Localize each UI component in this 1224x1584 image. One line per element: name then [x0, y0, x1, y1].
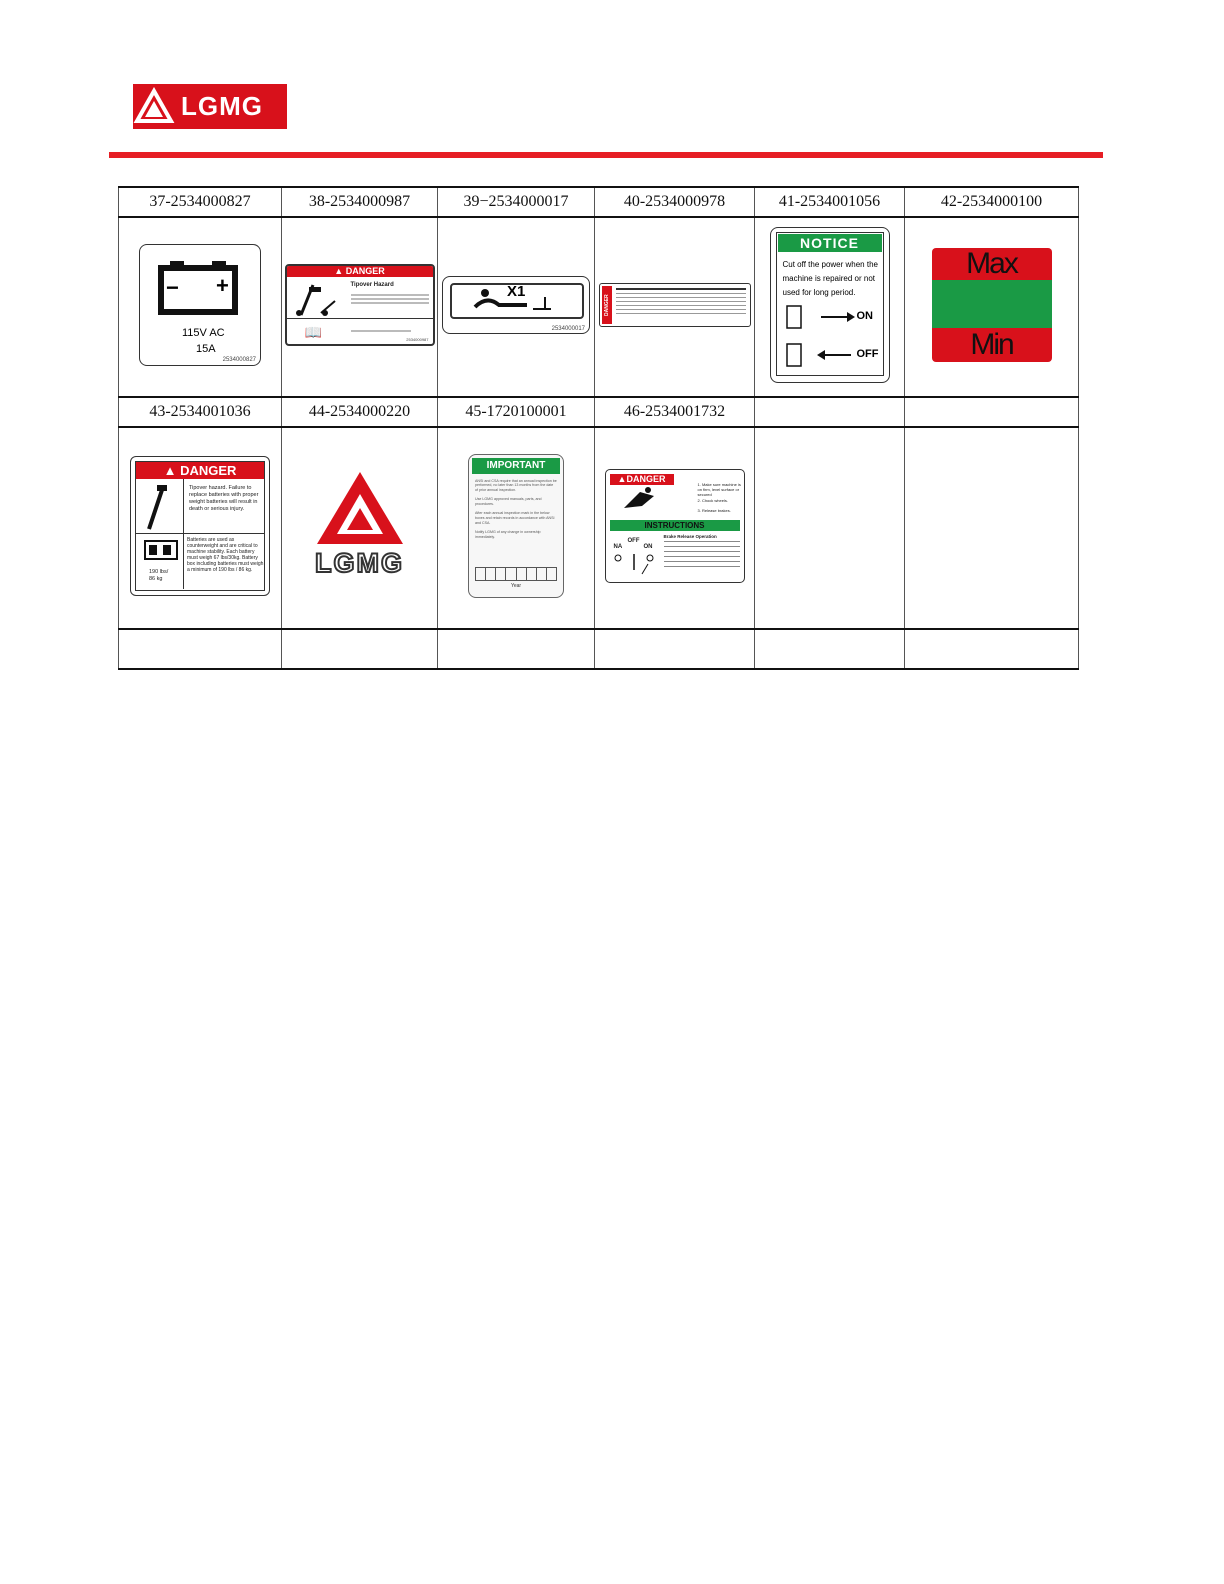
- notice-on: ON: [856, 309, 873, 322]
- danger-side-band: [602, 286, 612, 324]
- crush-hazard-icon: [620, 486, 660, 512]
- decal-label-48: [905, 397, 1079, 427]
- lgmg-triangle-emblem-icon: [305, 468, 415, 548]
- battery-danger-text2: Batteries are used as counterweight and are critical to machine stability. Each battery must weigh 67 lbs/30kg. Battery box including batteries must weigh a minimum of 190 lbs / 86 kg.: [187, 536, 264, 573]
- image-row-1: [119, 217, 1079, 397]
- battery-minus: −: [166, 274, 179, 300]
- danger-band: ▲ DANGER: [287, 266, 433, 277]
- key-switch-icon: [612, 552, 656, 576]
- important-band: IMPORTANT: [472, 458, 560, 474]
- decal-label-38: 38-2534000987: [282, 187, 438, 217]
- lgmg-wordmark: LGMG: [315, 548, 404, 578]
- decal-label-40: 40-2534000978: [595, 187, 755, 217]
- tipover-code: 2534000987: [406, 336, 429, 342]
- blank-cell: [905, 629, 1079, 669]
- max-band: Max: [932, 248, 1052, 280]
- notice-band: NOTICE: [778, 234, 882, 252]
- x1-code: 2534000017: [551, 325, 585, 332]
- brake-danger-band: ▲DANGER: [610, 474, 674, 485]
- lgmg-logo: [133, 84, 287, 129]
- notice-text: Cut off the power when the machine is repaired or not used for long period.: [782, 259, 878, 297]
- decal-table: [118, 186, 1079, 670]
- decal-label-39: 39−2534000017: [438, 187, 595, 217]
- battery-danger-divider: [136, 533, 264, 534]
- battery-voltage: 115V AC: [182, 326, 225, 339]
- decal-label-43: 43-2534001036: [119, 397, 282, 427]
- brake-step3: 3. Release brakes.: [697, 507, 731, 513]
- label-row-1: [119, 187, 1079, 217]
- tipover-danger-decal: [285, 264, 435, 346]
- brake-step2: 2. Chock wheels.: [697, 497, 728, 503]
- lift-tipover-icon: [143, 483, 169, 531]
- decal-label-47: [755, 397, 905, 427]
- battery-code: 2534000827: [222, 356, 256, 363]
- blank-cell: [119, 629, 282, 669]
- battery-danger-decal: [130, 456, 270, 596]
- tipover-title: Tipover Hazard: [350, 281, 394, 288]
- battery-decal: [139, 244, 261, 366]
- brake-release-title: Brake Release Operation: [663, 533, 717, 539]
- danger-side-text: DANGER: [603, 293, 610, 316]
- decal-cell-42: [905, 217, 1079, 397]
- decal-label-44: 44-2534000220: [282, 397, 438, 427]
- decal-cell-39: [438, 217, 595, 397]
- instructions-band: INSTRUCTIONS: [610, 520, 740, 531]
- brake-text-lines: [664, 541, 740, 567]
- notice-decal: [770, 227, 890, 383]
- decal38-divider: [287, 318, 433, 319]
- decal-cell-46: [595, 427, 755, 629]
- level-decal: [932, 248, 1052, 362]
- decal-label-42: 42-2534000100: [905, 187, 1079, 217]
- switch-na: NA: [613, 543, 623, 550]
- important-p2: Use LGMG approved manuals, parts, and procedures.: [475, 497, 542, 506]
- x1-text: X1: [507, 282, 526, 300]
- logo-text: LGMG: [181, 91, 263, 121]
- brake-danger-header: DANGER: [626, 473, 666, 484]
- blank-cell: [282, 629, 438, 669]
- blank-row: [119, 629, 1079, 669]
- battery-danger-band: ▲ DANGER: [136, 462, 264, 479]
- image-row-2: [119, 427, 1079, 629]
- switch-off: OFF: [627, 537, 640, 544]
- decal-cell-48: [905, 427, 1079, 629]
- important-body: [475, 479, 557, 540]
- label-row-2: [119, 397, 1079, 427]
- decal-cell-40: [595, 217, 755, 397]
- notice-off: OFF: [856, 347, 879, 360]
- battery-danger-header: DANGER: [180, 462, 237, 478]
- tipover-icon: [291, 281, 341, 317]
- lgmg-logo-decal: [305, 468, 415, 588]
- decal-cell-37: [119, 217, 282, 397]
- decal-cell-43: [119, 427, 282, 629]
- battery-box-icon: [143, 537, 179, 561]
- decal-cell-41: [755, 217, 905, 397]
- decal-label-46: 46-2534001732: [595, 397, 755, 427]
- decal-label-45: 45-1720100001: [438, 397, 595, 427]
- important-p3: After each annual inspection mark in the below boxes and retain records in accordance with ANSI and CSA.: [475, 511, 555, 525]
- important-p4: Notify LGMG of any change in ownership immediately.: [475, 530, 541, 539]
- battery-danger-weight: 190 lbs/ 86 kg: [149, 568, 169, 582]
- danger-header: DANGER: [345, 265, 385, 276]
- important-p1: ANSI and CSA require that an annual inspection be performed, no later than 13 months from the date of prior annual inspection.: [475, 478, 557, 492]
- lgmg-triangle-icon: [133, 87, 175, 127]
- decal38-bottom-line: [351, 330, 411, 332]
- decal-cell-38: [282, 217, 438, 397]
- header-rule: [109, 152, 1103, 158]
- decal-label-37: 37-2534000827: [119, 187, 282, 217]
- manual-book-icon: 📖: [304, 323, 322, 340]
- level-green-band: [932, 280, 1052, 328]
- decal-cell-47: [755, 427, 905, 629]
- battery-danger-text1: Tipover hazard. Failure to replace batteries with proper weight batteries will result in death or serious injury.: [189, 484, 259, 512]
- important-decal: [468, 454, 564, 598]
- tipover-lines: [351, 292, 429, 306]
- battery-current: 15A: [196, 342, 216, 355]
- min-band: Min: [932, 328, 1052, 362]
- inspection-boxes: [475, 567, 557, 581]
- danger-text-lines: [616, 288, 746, 314]
- decal-cell-44: [282, 427, 438, 629]
- switch-on: ON: [643, 543, 653, 550]
- brake-release-decal: [605, 469, 745, 583]
- decal-label-41: 41-2534001056: [755, 187, 905, 217]
- battery-danger-vdivider: [183, 479, 184, 589]
- x1-decal: [442, 276, 590, 334]
- important-year: Year: [510, 582, 522, 589]
- battery-plus: +: [216, 272, 229, 298]
- decal-cell-45: [438, 427, 595, 629]
- brake-step1: 1. Make sure machine is on firm, level surface or secured: [697, 481, 741, 497]
- blank-cell: [755, 629, 905, 669]
- blank-cell: [595, 629, 755, 669]
- danger-safety-decal: [599, 283, 751, 327]
- blank-cell: [438, 629, 595, 669]
